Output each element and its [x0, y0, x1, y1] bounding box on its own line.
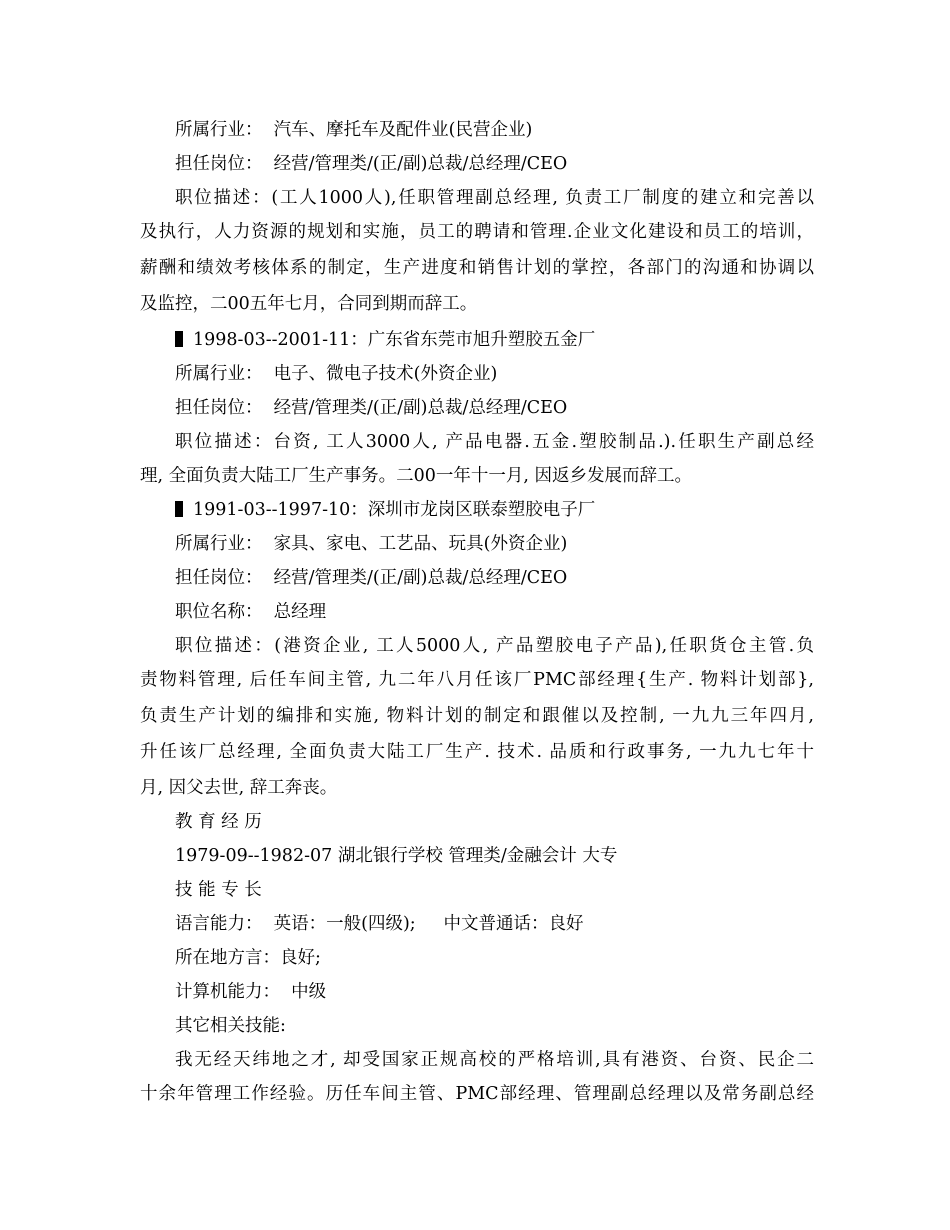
paragraph-line: 理, 全面负责大陆工厂生产事务。二00一年十一月, 因返乡发展而辞工。	[140, 466, 693, 486]
paragraph-line: 及监控，二00五年七月，合同到期而辞工。	[140, 294, 478, 314]
industry-line: 所属行业： 家具、家电、工艺品、玩具(外资企业)	[175, 534, 568, 554]
job-entry-title: 1991-03--1997-10：深圳市龙岗区联泰塑胶电子厂	[193, 500, 596, 520]
computer-skill-line: 计算机能力： 中级	[175, 982, 327, 1002]
paragraph-line: 升任该厂总经理, 全面负责大陆工厂生产. 技术. 品质和行政事务, 一九九七年十	[140, 742, 814, 762]
paragraph-line: 薪酬和绩效考核体系的制定，生产进度和销售计划的掌控，各部门的沟通和协调以	[140, 258, 814, 278]
education-entry: 1979-09--1982-07 湖北银行学校 管理类/金融会计 大专	[175, 846, 618, 866]
paragraph-line: 负责生产计划的编排和实施, 物料计划的制定和跟催以及控制, 一九九三年四月,	[140, 706, 814, 726]
job-entry-title: 1998-03--2001-11：广东省东莞市旭升塑胶五金厂	[193, 330, 596, 350]
industry-line: 所属行业： 电子、微电子技术(外资企业)	[175, 364, 498, 384]
job-entry-heading	[175, 499, 595, 521]
position-line: 担任岗位： 经营/管理类/(正/副)总裁/总经理/CEO	[175, 568, 568, 588]
section-heading-skills: 技 能 专 长	[175, 880, 262, 900]
job-description-line: 职位描述：台资, 工人3000人, 产品电器.五金.塑胶制品.).任职生产副总经	[175, 432, 814, 452]
paragraph-line: 月, 因父去世, 辞工奔丧。	[140, 778, 338, 798]
paragraph-line: 及执行，人力资源的规划和实施，员工的聘请和管理.企业文化建设和员工的培训，	[140, 222, 814, 242]
industry-line: 所属行业： 汽车、摩托车及配件业(民营企业)	[175, 120, 533, 140]
paragraph-line: 责物料管理, 后任车间主管, 九二年八月任该厂PMC部经理{生产. 物料计划部},	[140, 670, 814, 690]
job-entry-heading	[175, 329, 595, 351]
bullet-icon	[175, 501, 183, 517]
position-line: 担任岗位： 经营/管理类/(正/副)总裁/总经理/CEO	[175, 154, 568, 174]
section-heading-education: 教 育 经 历	[175, 812, 262, 832]
job-description-line: 职位描述：(港资企业, 工人5000人, 产品塑胶电子产品),任职货仓主管.负	[175, 636, 814, 656]
bullet-icon	[175, 331, 183, 347]
other-skills-label: 其它相关技能:	[175, 1016, 286, 1036]
paragraph-line: 十余年管理工作经验。历任车间主管、PMC部经理、管理副总经理以及常务副总经	[140, 1084, 814, 1104]
job-description-line: 职位描述：(工人1000人),任职管理副总经理, 负责工厂制度的建立和完善以	[175, 188, 814, 208]
paragraph-line: 我无经天纬地之才, 却受国家正规高校的严格培训,具有港资、台资、民企二	[175, 1050, 814, 1070]
position-line: 担任岗位： 经营/管理类/(正/副)总裁/总经理/CEO	[175, 398, 568, 418]
job-title-line: 职位名称： 总经理	[175, 602, 327, 622]
dialect-skill-line: 所在地方言：良好;	[175, 948, 321, 968]
language-skill-line: 语言能力： 英语：一般(四级); 中文普通话：良好	[175, 914, 584, 934]
